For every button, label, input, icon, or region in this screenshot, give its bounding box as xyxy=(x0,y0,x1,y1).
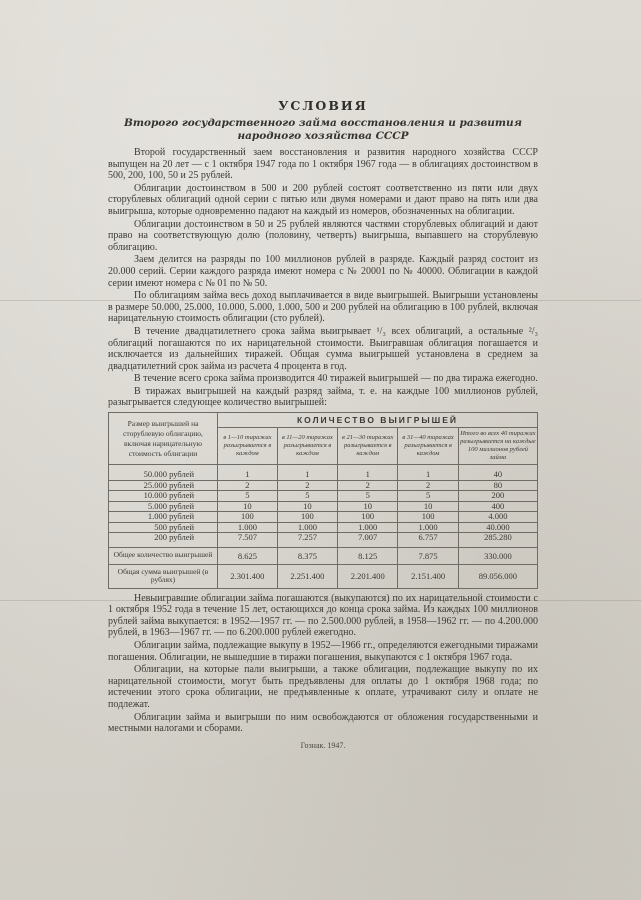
table-cell: 80 xyxy=(458,480,537,491)
table-column-header: в 31—40 тиражах разыгрывается в каждом xyxy=(398,428,458,465)
printer-imprint: Гознак. 1947. xyxy=(300,740,346,750)
prize-amount-cell xyxy=(109,465,218,481)
table-row xyxy=(109,501,538,512)
table-cell: 200 xyxy=(458,491,537,502)
table-cell: 10 xyxy=(398,501,458,512)
prize-amount-cell xyxy=(109,522,218,533)
table-cell: 1.000 xyxy=(338,522,398,533)
table-row xyxy=(109,465,538,481)
table-cell: 2 xyxy=(277,480,337,491)
paragraph: Облигации займа и выигрыши по ним освобождаются от обложения государственными и местными налогами и сборами. xyxy=(108,711,538,735)
paragraph: В течение двадцатилетнего срока займа выигрывает ¹/₃ всех облигаций, а остальные ²/₃ облигаций погашаются по их нарицательной стоимости. Выигравшая облигация погашается и исключается из дальнейших тиражей. Общая сумма выигрышей установлена в среднем за двадцатилетний срок займа из расчета 4 процента в год. xyxy=(108,325,538,372)
table-cell: 1 xyxy=(398,465,458,481)
table-row xyxy=(109,480,538,491)
table-cell: 1.000 xyxy=(398,522,458,533)
table-row xyxy=(109,491,538,502)
subtitle-line: народного хозяйства СССР xyxy=(237,130,409,142)
total-sum-label: Общая сумма выигрышей (в рублях) xyxy=(109,564,218,588)
table-cell: 2 xyxy=(338,480,398,491)
prize-amount: 25.000 xyxy=(143,479,167,490)
paragraph: Облигации, на которые пали выигрыши, а также облигации, подлежащие выкупу по их нарицательной стоимости, могут быть предъявлены для оплаты до 1 октября 1968 года; по истечении этого срока облигации, не предъявленные к оплате, утрачивают силу и оплате не подлежат. xyxy=(108,664,538,710)
table-cell: 330.000 xyxy=(458,547,537,564)
prize-amount-cell xyxy=(109,491,218,502)
prize-amount: 10.000 xyxy=(143,490,167,501)
prize-unit: рублей xyxy=(169,500,195,511)
table-cell: 100 xyxy=(338,512,398,523)
table-cell: 1 xyxy=(218,465,278,481)
paragraph: По облигациям займа весь доход выплачивается в виде выигрышей. Выигрыши установлены в размере 50.000, 25.000, 10.000, 5.000, 1.000, 500 и 200 рублей на облигацию в 100 рублей, включая нарицательную стоимость облигации (сто рублей). xyxy=(108,290,538,325)
table-cell: 5 xyxy=(277,491,337,502)
table-cell: 100 xyxy=(218,512,278,523)
table-cell: 8.625 xyxy=(218,547,278,564)
table-column-header: Итого во всех 40 тиражах разыгрывается на каждые 100 миллионов рублей займа xyxy=(458,428,537,465)
table-cell: 5 xyxy=(338,491,398,502)
table-cell: 100 xyxy=(277,512,337,523)
total-count-row xyxy=(109,547,538,564)
prize-amount-cell xyxy=(109,480,218,491)
document-subtitle xyxy=(108,117,538,143)
total-sum-row xyxy=(109,564,538,588)
table-cell: 100 xyxy=(398,512,458,523)
prize-amount-cell xyxy=(109,533,218,548)
table-cell: 7.875 xyxy=(398,547,458,564)
table-cell: 2 xyxy=(218,480,278,491)
table-header-count: КОЛИЧЕСТВО ВЫИГРЫШЕЙ xyxy=(218,413,538,428)
table-cell: 5 xyxy=(218,491,278,502)
table-cell: 2.151.400 xyxy=(398,564,458,588)
table-cell: 8.375 xyxy=(277,547,337,564)
table-cell: 7.507 xyxy=(218,533,278,548)
table-cell: 40 xyxy=(458,465,537,481)
table-cell: 40.000 xyxy=(458,522,537,533)
table-cell: 89.056.000 xyxy=(458,564,537,588)
prize-unit: рублей xyxy=(169,521,195,532)
table-cell: 1.000 xyxy=(218,522,278,533)
table-cell: 8.125 xyxy=(338,547,398,564)
prize-amount-cell xyxy=(109,512,218,523)
prize-unit: рублей xyxy=(169,479,195,490)
table-cell: 2.301.400 xyxy=(218,564,278,588)
table-row xyxy=(109,522,538,533)
table-cell: 2 xyxy=(398,480,458,491)
table-cell: 10 xyxy=(338,501,398,512)
table-cell: 400 xyxy=(458,501,537,512)
prize-table xyxy=(108,412,538,589)
prize-amount: 500 xyxy=(154,521,167,532)
table-cell: 7.007 xyxy=(338,533,398,548)
table-cell: 1.000 xyxy=(277,522,337,533)
paragraph: В течение всего срока займа производится 40 тиражей выигрышей — по два тиража ежегодно. xyxy=(134,373,538,385)
prize-amount-cell xyxy=(109,501,218,512)
prize-unit: рублей xyxy=(169,532,195,543)
subtitle-line: Второго государственного займа восстановления и развития xyxy=(123,117,523,129)
paragraph: Облигации займа, подлежащие выкупу в 1952—1966 гг., определяются ежегодными тиражами погашения. Облигации, не вышедшие в тиражи погашения, выкупаются с 1 октября 1967 года. xyxy=(108,639,538,663)
paragraph: Невыигравшие облигации займа погашаются (выкупаются) по их нарицательной стоимости с 1 октября 1952 года в течение 15 лет, остающихся до конца срока займа. Из каждых 100 миллионов рублей займа выкупается: в 1952—1957 гг. — по 2.500.000 рублей, в 1958—1962 гг. — по 4.200.000 рублей, в 1963—1967 гг. — по 6.200.000 рублей ежегодно. xyxy=(108,592,538,639)
table-column-header: в 11—20 тиражах разыгрывается в каждом xyxy=(277,428,337,465)
prize-unit: рублей xyxy=(169,511,195,522)
table-cell: 7.257 xyxy=(277,533,337,548)
paragraph: Второй государственный заем восстановления и развития народного хозяйства СССР выпущен на 20 лет — с 1 октября 1947 года по 1 октября 1967 года — в облигациях достоинством в 500, 200, 100, 50 и 25 рублей. xyxy=(108,147,538,182)
prize-amount: 5.000 xyxy=(147,500,167,511)
total-count-label: Общее количество выигрышей xyxy=(109,547,218,564)
paragraph: Заем делится на разряды по 100 миллионов рублей в разряде. Каждый разряд состоит из 20.000 серий. Серии каждого разряда имеют номера с № 20001 по № 40000. Облигации в каждой серии имеют номера с № 01 по № 50. xyxy=(108,254,538,289)
table-cell: 6.757 xyxy=(398,533,458,548)
table-cell: 4.000 xyxy=(458,512,537,523)
table-cell: 1 xyxy=(277,465,337,481)
document-title: УСЛОВИЯ xyxy=(278,98,368,113)
table-cell: 5 xyxy=(398,491,458,502)
table-row xyxy=(109,533,538,548)
table-header-prize-size: Размер выигрышей на сторублевую облигацию, включая нарицательную стоимость облигации xyxy=(109,413,218,465)
paragraph: Облигации достоинством в 500 и 200 рублей состоят соответственно из пяти или двух сторублевых облигаций одной серии с пятью или двумя номерами и дают право на пять или два выигрыша, которые одновременно падают на каждый из номеров, обозначенных на облигации. xyxy=(108,182,538,217)
table-cell: 285.280 xyxy=(458,533,537,548)
prize-amount: 50.000 xyxy=(143,469,167,480)
table-cell: 10 xyxy=(277,501,337,512)
table-cell: 10 xyxy=(218,501,278,512)
paragraph: В тиражах выигрышей на каждый разряд займа, т. е. на каждые 100 миллионов рублей, разыгрывается следующее количество выигрышей: xyxy=(108,385,538,409)
prize-unit: рублей xyxy=(169,490,195,501)
table-cell: 1 xyxy=(338,465,398,481)
prize-amount: 200 xyxy=(154,532,167,543)
table-column-header: в 21—30 тиражах разыгрывается в каждом xyxy=(338,428,398,465)
table-column-header: в 1—10 тиражах разыгрывается в каждом xyxy=(218,428,278,465)
document-body xyxy=(108,98,538,750)
paragraph: Облигации достоинством в 50 и 25 рублей являются частями сторублевых облигаций и дают право на соответствующую долю (половину, четверть) выигрыша, выпавшего на сторублевую облигацию. xyxy=(108,218,538,253)
table-cell: 2.251.400 xyxy=(277,564,337,588)
table-row xyxy=(109,512,538,523)
table-cell: 2.201.400 xyxy=(338,564,398,588)
prize-unit: рублей xyxy=(169,469,195,480)
prize-amount: 1.000 xyxy=(147,511,167,522)
